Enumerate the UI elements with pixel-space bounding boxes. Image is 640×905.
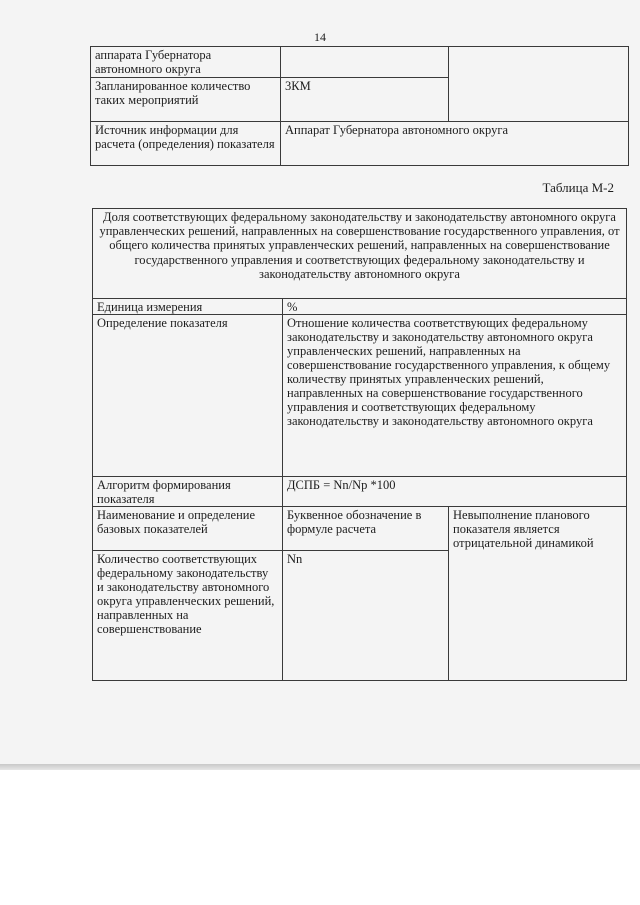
algorithm-label: Алгоритм формирования показателя (93, 477, 283, 507)
base-indicator-name: Количество соответствующих федеральному законодательству и законодательству автономного округа управленческих решений, направленных на совершенствование (93, 551, 283, 681)
row-value: 3КМ (281, 78, 449, 122)
letter-designation-label: Буквенное обозначение в формуле расчета (283, 507, 449, 551)
dynamics-note: Невыполнение планового показателя является отрицательной динамикой (449, 507, 627, 681)
table-row (91, 122, 629, 166)
table-row (91, 47, 629, 78)
unit-label: Единица измерения (93, 299, 283, 315)
definition-value: Отношение количества соответствующих федеральному законодательству и законодательству автономного округа управленческих решений, направленных на совершенствование государственного управления, к общему количеству принятых управленческих решений, направленных на совершенствование государственного управления и соответствующих федеральному законодательству и законодательству автономного округа (283, 315, 627, 477)
algorithm-value: ДСПБ = Nn/Np *100 (283, 477, 627, 507)
indicator-table-continued (90, 46, 629, 166)
row-value (281, 47, 449, 78)
page-number: 14 (314, 30, 326, 44)
row-label: Источник информации для расчета (определения) показателя (91, 122, 281, 166)
base-indicator-symbol: Nn (283, 551, 449, 681)
empty-cell (449, 47, 629, 122)
table-caption: Таблица М-2 (542, 180, 614, 195)
base-indicators-label: Наименование и определение базовых показателей (93, 507, 283, 551)
indicator-title: Доля соответствующих федеральному законодательству и законодательству автономного округа управленческих решений, направленных на совершенствование государственного управления, от общего количества принятых управленческих решений, направленных на совершенствование государственного управления и соответствующих федеральному законодательству и законодательству автономного округа (93, 209, 627, 299)
row-label: Запланированное количество таких мероприятий (91, 78, 281, 122)
scan-edge (0, 764, 640, 770)
definition-label: Определение показателя (93, 315, 283, 477)
row-label: аппарата Губернатора автономного округа (91, 47, 281, 78)
unit-value: % (283, 299, 627, 315)
indicator-table-m2 (92, 208, 627, 681)
row-value: Аппарат Губернатора автономного округа (281, 122, 629, 166)
